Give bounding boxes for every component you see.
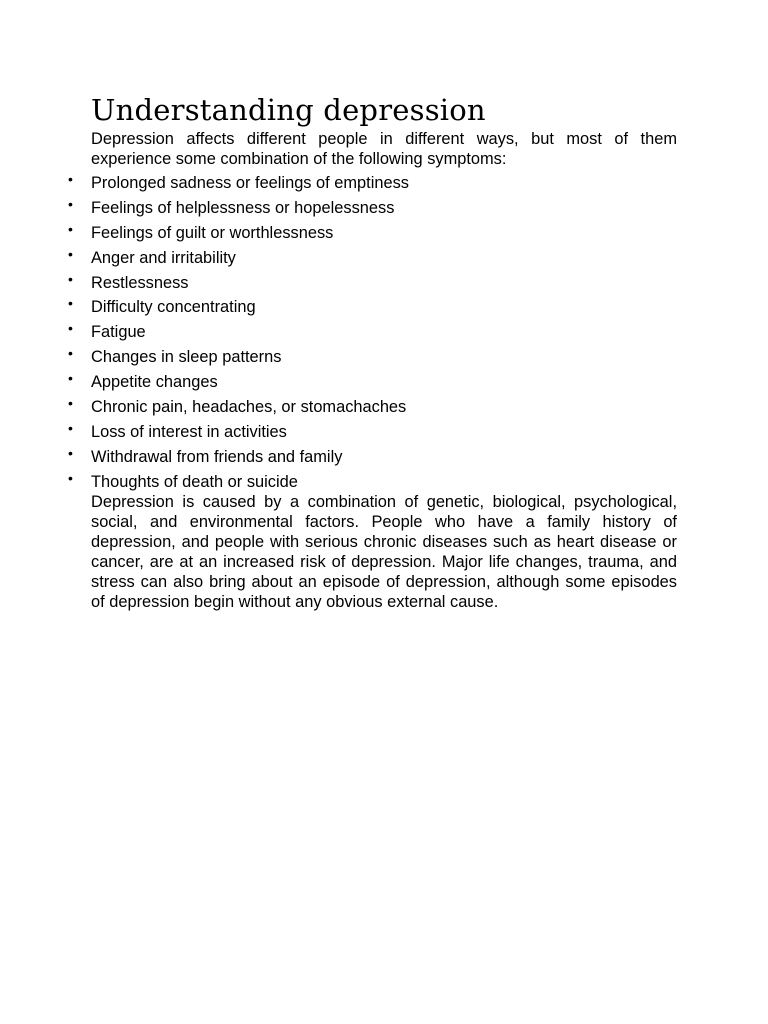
list-item-text: Difficulty concentrating — [91, 298, 256, 317]
bullet-icon: • — [68, 220, 73, 237]
document-content — [68, 92, 677, 612]
bullet-icon: • — [68, 419, 73, 436]
list-item-text: Feelings of guilt or worthlessness — [91, 223, 334, 242]
list-item — [68, 370, 677, 392]
list-item-text: Prolonged sadness or feelings of emptiness — [91, 174, 409, 192]
list-item — [68, 345, 677, 367]
list-item-text: Thoughts of death or suicide — [91, 472, 298, 491]
list-item-text: Chronic pain, headaches, or stomachaches — [91, 398, 407, 417]
list-item — [68, 444, 677, 467]
bullet-icon: • — [68, 295, 73, 312]
bullet-icon: • — [68, 171, 73, 187]
list-item-text: Fatigue — [91, 323, 146, 342]
causes-paragraph: Depression is caused by a combination of genetic, biological, psychological, social, and environmental factors. People who have a family history of depression, and people with serious chronic diseases such as heart disease or cancer, are at an increased risk of depression. Major life changes, trauma, and stress can also bring about an episode of depression, although some episodes of depression begin without any obvious external cause. — [91, 492, 677, 611]
list-item — [68, 295, 677, 317]
bullet-icon: • — [68, 245, 73, 262]
bullet-icon: • — [68, 370, 73, 387]
bullet-icon: • — [68, 270, 73, 287]
list-item — [68, 270, 677, 293]
list-item-text: Loss of interest in activities — [91, 422, 287, 441]
bullet-icon: • — [68, 469, 73, 486]
bullet-icon: • — [68, 444, 73, 461]
list-item — [68, 245, 677, 268]
list-item — [68, 395, 677, 417]
page-title: Understanding depression — [91, 93, 486, 127]
symptom-list — [68, 171, 677, 492]
list-item — [68, 419, 677, 442]
list-item-text: Feelings of helplessness or hopelessness — [91, 198, 395, 217]
list-item-text: Changes in sleep patterns — [91, 348, 282, 367]
list-item — [68, 469, 677, 492]
bullet-icon: • — [68, 320, 73, 337]
list-item — [68, 320, 677, 342]
list-item-text: Appetite changes — [91, 373, 218, 392]
bullet-icon: • — [68, 395, 73, 412]
intro-paragraph: Depression affects different people in different ways, but most of them experience some combination of the following symptoms: — [91, 130, 677, 168]
list-item — [68, 171, 677, 193]
bullet-icon: • — [68, 195, 73, 212]
list-item-text: Anger and irritability — [91, 248, 236, 267]
list-item-text: Restlessness — [91, 273, 189, 292]
list-item — [68, 195, 677, 218]
list-item — [68, 220, 677, 243]
bullet-icon: • — [68, 345, 73, 362]
list-item-text: Withdrawal from friends and family — [91, 447, 343, 466]
